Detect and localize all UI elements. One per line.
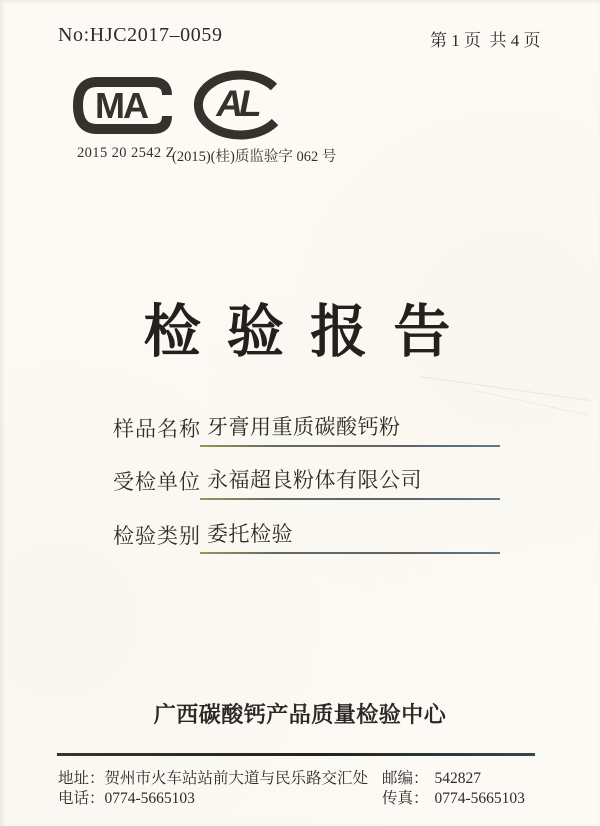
address-value: 贺州市火车站站前大道与民乐路交汇处 bbox=[104, 770, 369, 787]
field-row-inspected-unit bbox=[113, 458, 503, 500]
field-value: 牙膏用重质碳酸钙粉 bbox=[207, 415, 401, 439]
cal-letters: AL bbox=[216, 83, 258, 124]
phone-label: 电话： bbox=[58, 790, 105, 807]
field-row-sample-name bbox=[113, 405, 503, 447]
field-underline bbox=[200, 498, 500, 500]
cma-certificate-number: 2015 20 2542 Z bbox=[77, 145, 175, 161]
address-label: 地址： bbox=[58, 770, 105, 787]
phone-value: 0774-5665103 bbox=[104, 790, 195, 807]
report-number: No:HJC2017–0059 bbox=[58, 24, 223, 46]
field-underline bbox=[200, 552, 500, 554]
field-label: 受检单位 bbox=[113, 470, 201, 494]
field-value: 永福超良粉体有限公司 bbox=[207, 468, 422, 492]
field-row-inspection-type bbox=[113, 512, 503, 554]
fax-value: 0774-5665103 bbox=[434, 790, 525, 807]
page-indicator: 第 1 页 共 4 页 bbox=[430, 31, 541, 50]
field-label: 样品名称 bbox=[113, 417, 201, 441]
report-title: 检 验 报 告 bbox=[143, 301, 457, 364]
postcode-value: 542827 bbox=[434, 770, 482, 787]
postcode-label: 邮编： bbox=[382, 770, 429, 787]
field-underline bbox=[200, 445, 500, 447]
cal-certificate-number: (2015)(桂)质监验字 062 号 bbox=[172, 149, 337, 165]
footer-divider bbox=[57, 753, 535, 756]
organization-name: 广西碳酸钙产品质量检验中心 bbox=[153, 702, 447, 727]
field-value: 委托检验 bbox=[207, 522, 293, 546]
cma-certification-icon bbox=[70, 72, 172, 139]
cal-certification-icon bbox=[186, 66, 286, 141]
cma-letters: MA bbox=[95, 85, 147, 126]
fax-label: 传真： bbox=[382, 790, 429, 807]
field-label: 检验类别 bbox=[113, 524, 201, 548]
